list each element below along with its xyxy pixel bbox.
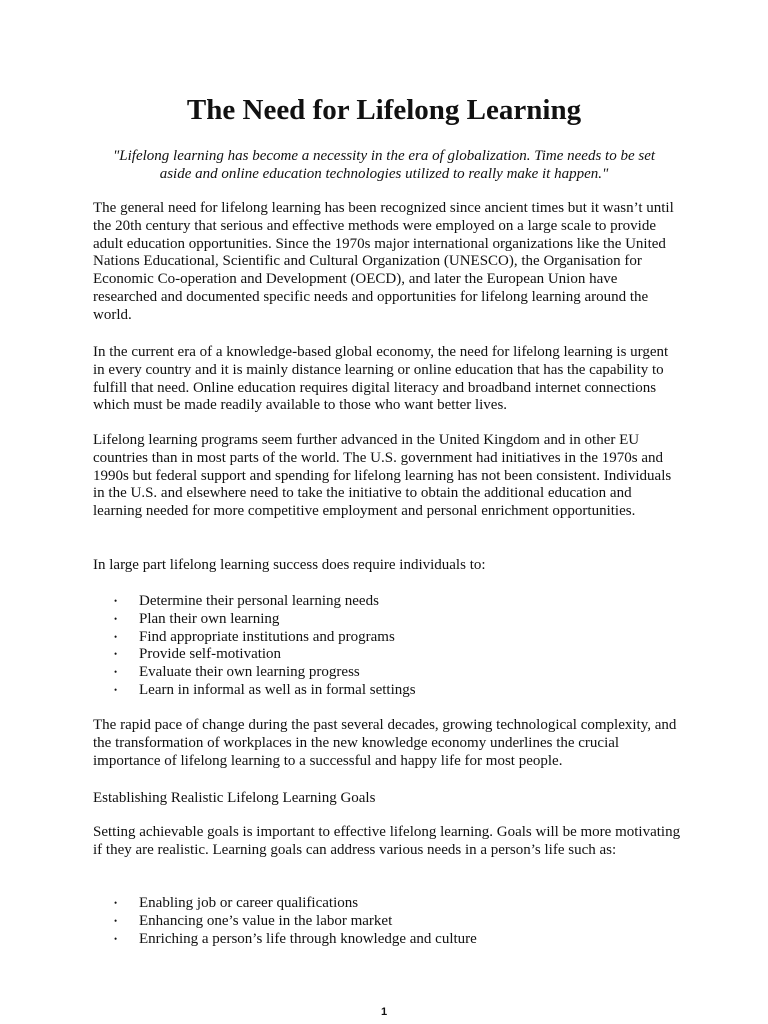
- bullet-icon: •: [114, 631, 118, 642]
- goals-list: [93, 895, 683, 948]
- list-item: [93, 682, 683, 700]
- list-item-text: Enriching a person’s life through knowledge and culture: [139, 930, 477, 947]
- paragraph-current-era: In the current era of a knowledge-based global economy, the need for lifelong learning is urgent in every country and it is mainly distance learning or online education that has the capability to fulfill that need. Online education requires digital literacy and broadband internet connections which must be made readily available to those who want better lives.: [93, 344, 669, 414]
- bullet-icon: •: [114, 649, 118, 660]
- list-item: [93, 913, 683, 931]
- list-item-text: Enhancing one’s value in the labor market: [139, 912, 393, 929]
- bullet-icon: •: [114, 667, 118, 678]
- bullet-icon: •: [114, 613, 118, 624]
- requirements-list: [93, 593, 683, 700]
- document-title: The Need for Lifelong Learning: [186, 94, 582, 126]
- bullet-icon: •: [114, 933, 118, 944]
- list-item: [93, 629, 683, 647]
- list-item-text: Enabling job or career qualifications: [139, 895, 359, 911]
- paragraph-goals: Setting achievable goals is important to effective lifelong learning. Goals will be more motivating if they are realistic. Learning goals can address various needs in a person’s life such as:: [93, 824, 681, 858]
- list-item: [93, 664, 683, 682]
- list-item: [93, 895, 683, 913]
- list-item: [93, 931, 683, 949]
- list-item: [93, 646, 683, 664]
- bullet-icon: •: [114, 596, 118, 606]
- bullet-icon: •: [114, 684, 118, 695]
- list-item: [93, 611, 683, 629]
- list-item-text: Evaluate their own learning progress: [139, 664, 360, 681]
- bullet-icon: •: [114, 898, 118, 908]
- page-number: 1: [380, 1006, 388, 1018]
- paragraph-list-intro: In large part lifelong learning success does require individuals to:: [93, 557, 486, 573]
- list-item-text: Provide self-motivation: [139, 646, 282, 663]
- paragraph-rapid-change: The rapid pace of change during the past several decades, growing technological complexity, and the transformation of workplaces in the new knowledge economy underlines the crucial importance of lifelong learning to a successful and happy life for most people.: [93, 717, 677, 769]
- section-heading: Establishing Realistic Lifelong Learning Goals: [93, 790, 376, 806]
- epigraph-quote: "Lifelong learning has become a necessity in the era of globalization. Time needs to be set aside and online education technologies utilized to really make it happen.": [112, 148, 656, 182]
- list-item-text: Learn in informal as well as in formal settings: [139, 681, 416, 698]
- paragraph-history: The general need for lifelong learning has been recognized since ancient times but it wasn’t until the 20th century that serious and effective methods were employed on a large scale to provide adult education opportunities. Since the 1970s major international organizations like the United Nations Educational, Scientific and Cultural Organization (UNESCO), the Organisation for Economic Co-operation and Development (OECD), and later the European Union have researched and documented specific needs and opportunities for lifelong learning around the world.: [93, 200, 674, 323]
- bullet-icon: •: [114, 915, 118, 926]
- paragraph-programs: Lifelong learning programs seem further advanced in the United Kingdom and in other EU countries than in most parts of the world. The U.S. government had initiatives in the 1970s and 1990s but federal support and spending for lifelong learning has not been consistent. Individuals in the U.S. and elsewhere need to take the initiative to obtain the additional education and learning needed for more competitive employment and personal enrichment opportunities.: [93, 432, 672, 520]
- list-item: [93, 593, 683, 611]
- list-item-text: Determine their personal learning needs: [139, 593, 379, 609]
- list-item-text: Find appropriate institutions and programs: [139, 628, 395, 645]
- list-item-text: Plan their own learning: [139, 610, 280, 627]
